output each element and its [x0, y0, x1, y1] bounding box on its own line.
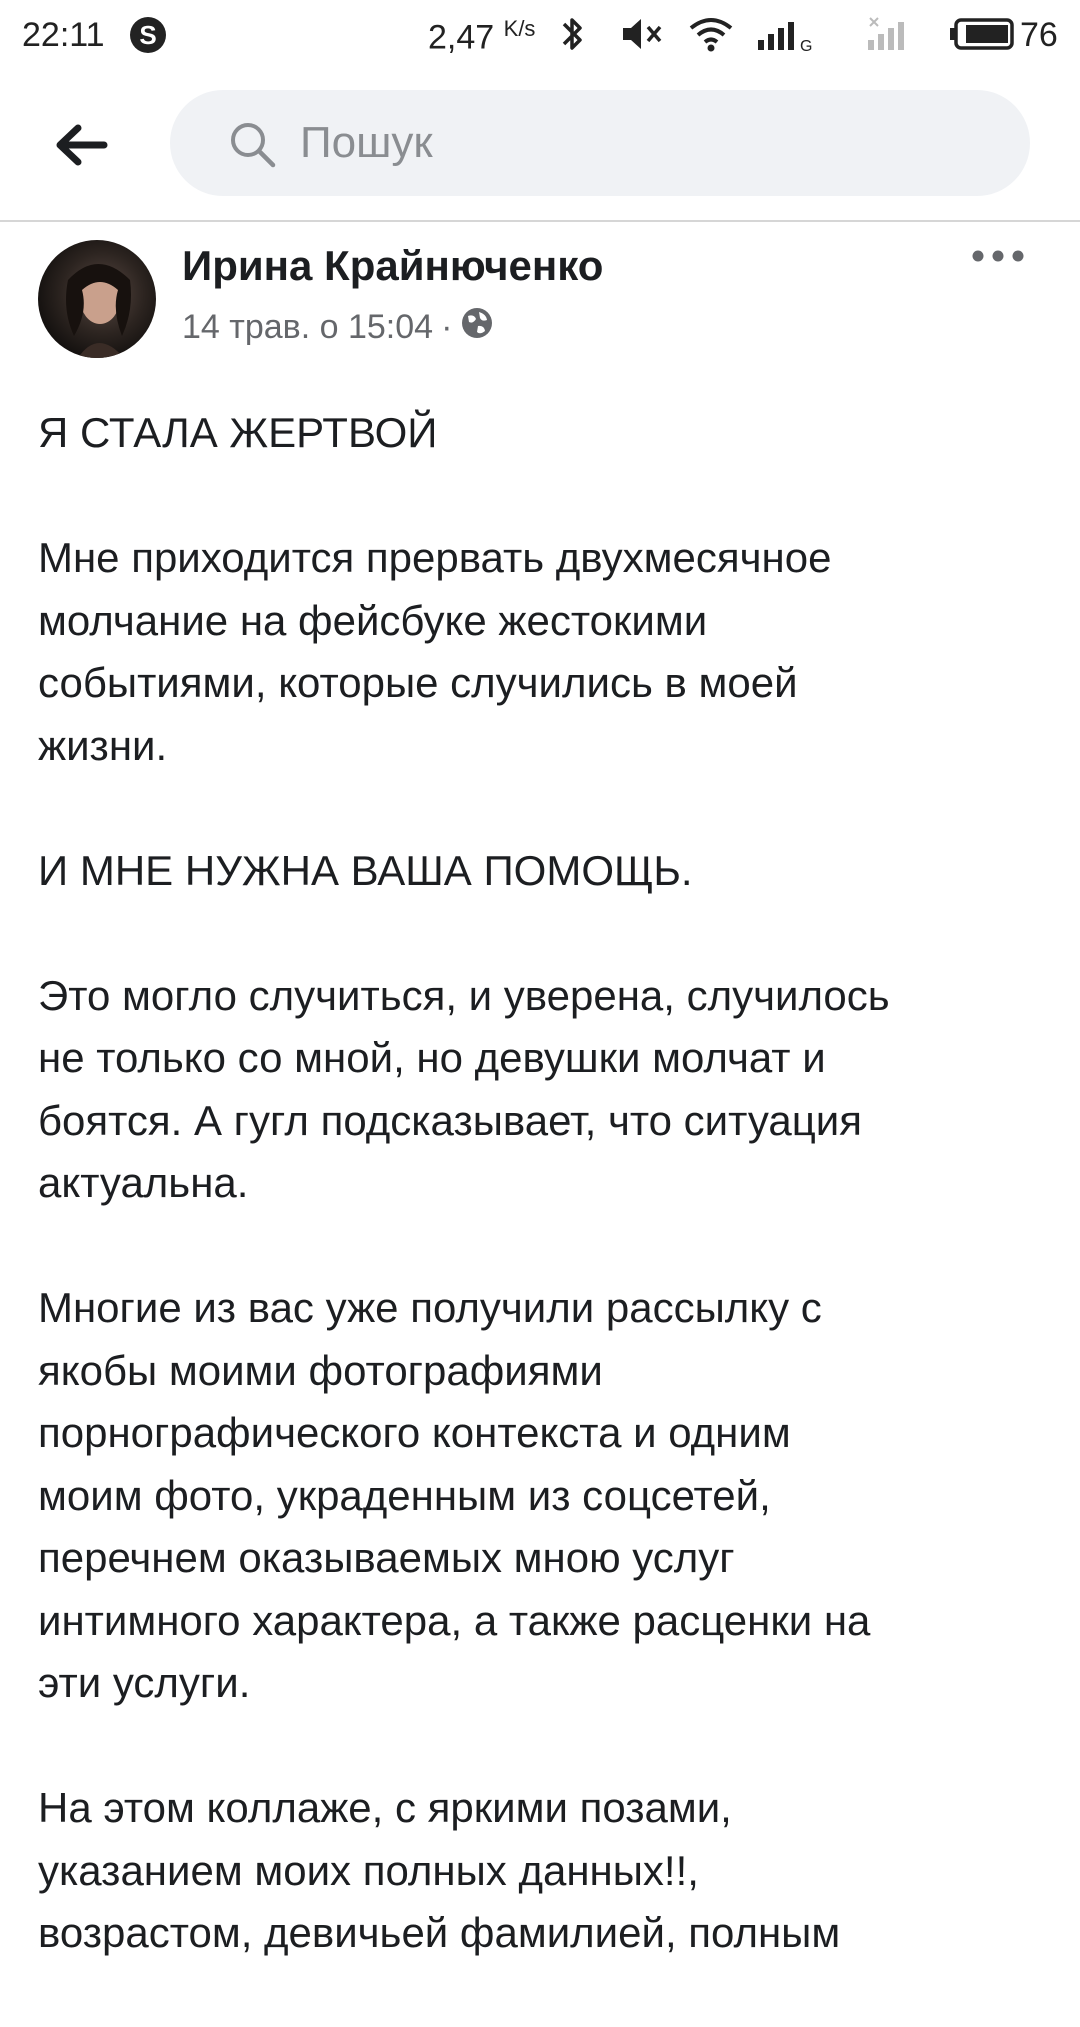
search-icon: [228, 120, 278, 170]
search-header: [0, 70, 1080, 222]
post-timestamp[interactable]: 14 трав. о 15:04: [182, 308, 434, 346]
avatar[interactable]: [38, 240, 156, 358]
post-paragraph: На этом коллаже, с яркими позами, указанием моих полных данных!!, возрастом, девичьей фамилией, полным: [38, 1784, 841, 1956]
globe-icon: [460, 306, 494, 349]
wifi-icon: [688, 14, 734, 63]
avatar-image: [38, 240, 156, 358]
more-options-button[interactable]: [970, 246, 1026, 266]
status-bar: [0, 0, 1080, 70]
post-paragraph: И МНЕ НУЖНА ВАША ПОМОЩЬ.: [38, 846, 693, 894]
post-body: [38, 402, 1048, 2027]
post-paragraph: Это могло случиться, и уверена, случилось не только со мной, но девушки молчат и боятся. А гугл подсказывает, что ситуация актуальна.: [38, 971, 890, 1206]
search-input[interactable]: [170, 90, 1030, 196]
arrow-left-icon: [52, 120, 112, 170]
signal-icon: [756, 14, 812, 63]
svg-text:G: G: [800, 38, 812, 54]
post-paragraph: Многие из вас уже получили рассылку с якобы моими фотографиями порнографического контекста и одним моим фото, украденным из соцсетей, перечнем оказываемых мною услуг интимного характера, а также расценки на эти услуги.: [38, 1284, 871, 1706]
post-paragraph: Мне приходится прервать двухмесячное молчание на фейсбуке жестокими событиями, которые случились в моей жизни.: [38, 534, 832, 769]
status-time: 22:11: [22, 16, 105, 54]
signal-icon-sim2: [866, 14, 922, 63]
back-button[interactable]: [52, 120, 112, 170]
mute-icon: [620, 14, 666, 63]
post-paragraph: Я СТАЛА ЖЕРТВОЙ: [38, 409, 438, 456]
network-speed-unit: K/s: [503, 16, 536, 41]
bluetooth-icon: [560, 14, 586, 63]
battery-icon: [950, 14, 1016, 63]
network-speed-value: 2,47: [428, 18, 495, 57]
battery-level: 76: [1020, 16, 1058, 54]
search-placeholder: Пошук: [300, 118, 433, 167]
network-speed: [428, 16, 535, 57]
author-name[interactable]: Ирина Крайнюченко: [182, 242, 604, 289]
more-dots-icon: [970, 246, 1026, 266]
notification-badge: S: [130, 17, 166, 53]
post-meta: [182, 306, 494, 349]
meta-separator: ·: [441, 308, 453, 346]
